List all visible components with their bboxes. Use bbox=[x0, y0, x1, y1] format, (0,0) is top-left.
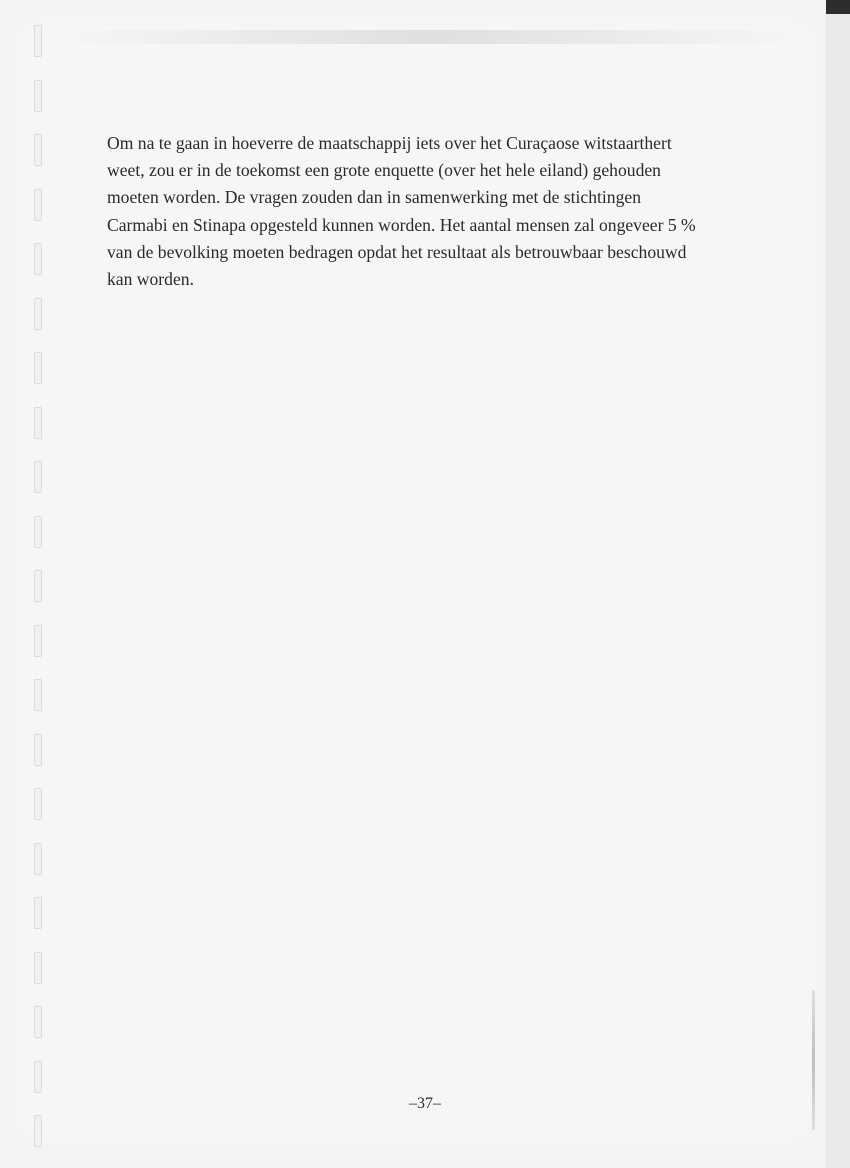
bleed-through-artifact bbox=[60, 30, 800, 44]
scanner-edge-shadow bbox=[826, 0, 850, 14]
binding-hole bbox=[34, 80, 42, 112]
binding-hole bbox=[34, 1115, 42, 1147]
page-number: –37– bbox=[409, 1095, 441, 1112]
binding-hole bbox=[34, 788, 42, 820]
binding-hole bbox=[34, 1006, 42, 1038]
scanner-edge bbox=[826, 0, 850, 1168]
binding-hole bbox=[34, 189, 42, 221]
binding-hole bbox=[34, 516, 42, 548]
binding-hole bbox=[34, 734, 42, 766]
binding-hole bbox=[34, 625, 42, 657]
body-paragraph: Om na te gaan in hoeverre de maatschappij iets over het Curaçaose witstaarthert weet, zou er in de toekomst een grote enquette (over het hele eiland) gehouden moeten worden. De vragen zouden dan in samenwerking met de stichtingen Carmabi en Stinapa opgesteld kunnen worden. Het aantal mensen zal ongeveer 5 % van de bevolking moeten bedragen opdat het resultaat als betrouwbaar beschouwd kan worden. bbox=[107, 133, 696, 290]
binding-hole bbox=[34, 25, 42, 57]
binding-hole bbox=[34, 243, 42, 275]
binding-hole bbox=[34, 843, 42, 875]
binding-hole bbox=[34, 679, 42, 711]
binding-hole bbox=[34, 570, 42, 602]
binding-hole bbox=[34, 352, 42, 384]
binding-hole bbox=[34, 298, 42, 330]
binding-hole bbox=[34, 461, 42, 493]
binding-hole bbox=[34, 1061, 42, 1093]
binding-hole bbox=[34, 134, 42, 166]
binding-hole bbox=[34, 952, 42, 984]
binding-hole bbox=[34, 407, 42, 439]
binding-hole bbox=[34, 897, 42, 929]
